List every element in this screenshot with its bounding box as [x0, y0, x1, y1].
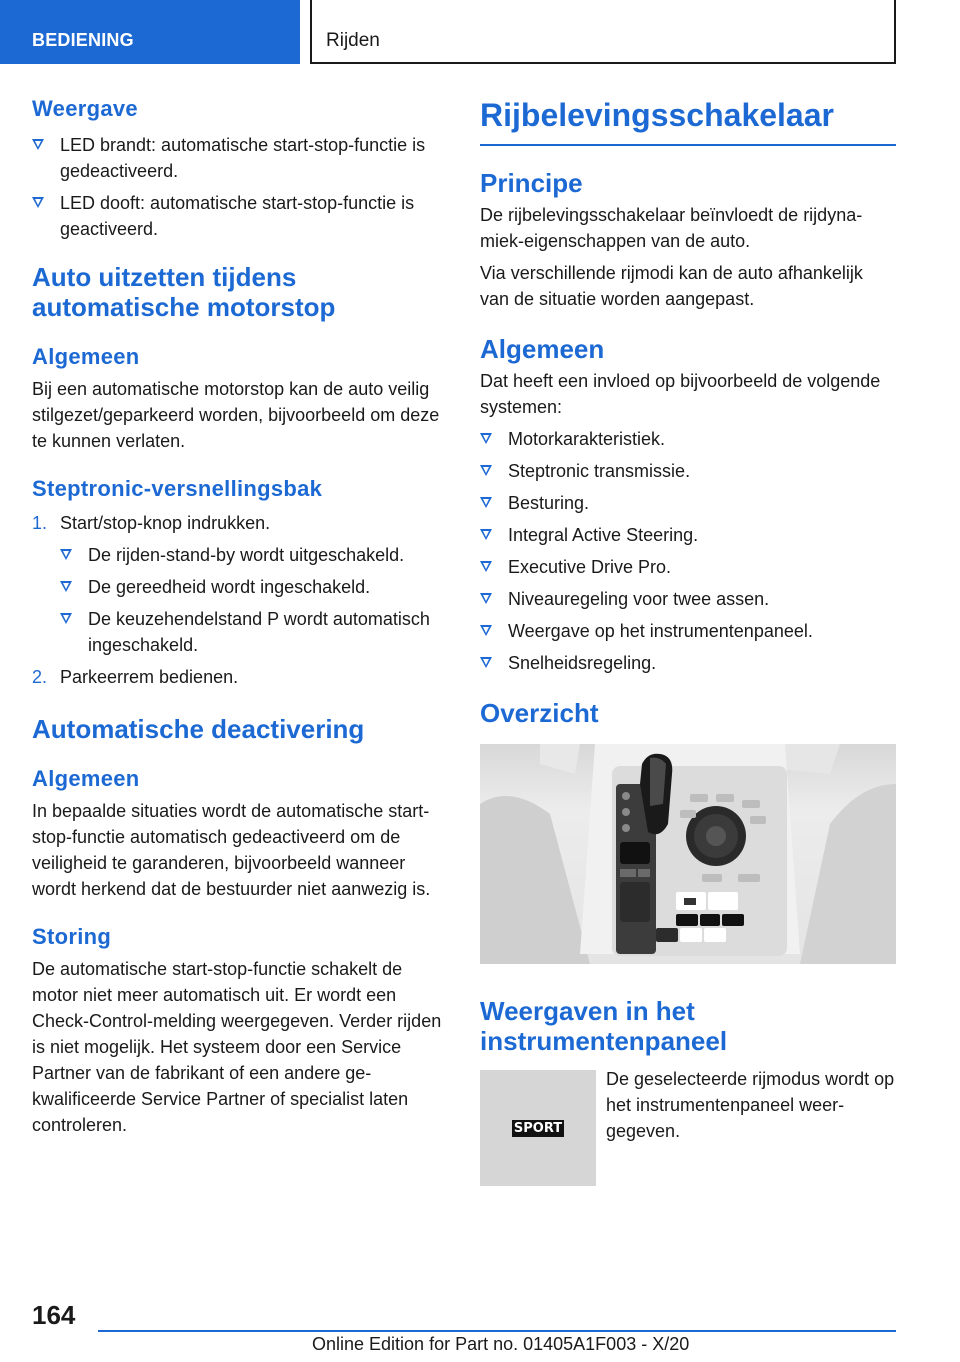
- uitzetten-heading: Auto uitzetten tijdens automatische motorstop: [32, 262, 336, 322]
- substeps-list: [60, 542, 450, 658]
- list-item: Motorkarakteristiek.: [480, 426, 896, 452]
- algemeen-text-2: In bepaalde situaties wordt de automatische start-stop-functie automatisch gedeactiveerd om de veiligheid te garanderen, bijvoorbeeld wanneer wordt herkend dat de bestuurder niet aanwezig is.: [32, 801, 431, 899]
- weergave-list: [32, 132, 450, 242]
- triangle-bullet-icon: [60, 581, 72, 592]
- left-column: [32, 96, 450, 1138]
- main-heading: Rijbelevingsschakelaar: [480, 96, 896, 146]
- algemeen-heading-1: Algemeen: [32, 344, 140, 369]
- triangle-bullet-icon: [32, 197, 44, 208]
- algemeen-heading-2: Algemeen: [32, 766, 140, 791]
- list-item: Besturing.: [480, 490, 896, 516]
- algemeen-heading-3: Algemeen: [480, 334, 605, 364]
- step-number: 2.: [32, 667, 48, 687]
- display-section: [480, 1070, 896, 1190]
- list-item: Executive Drive Pro.: [480, 554, 896, 580]
- triangle-bullet-icon: [60, 549, 72, 560]
- center-console-image: [480, 744, 896, 964]
- triangle-bullet-icon: [480, 657, 492, 668]
- section-tab: [0, 0, 300, 64]
- chapter-tab: [310, 0, 896, 64]
- step-item: 1. Start/stop-knop indrukken. De rijden-stand-by wordt uitgeschakeld. De gereedheid wordt ingeschakeld. De keuzehendelstand P wordt automatisch ingeschakeld.: [32, 510, 450, 658]
- triangle-bullet-icon: [480, 593, 492, 604]
- list-item: De gereedheid wordt ingeschakeld.: [60, 574, 450, 600]
- list-item: Steptronic transmissie.: [480, 458, 896, 484]
- list-item: Weergave op het instrumentenpaneel.: [480, 618, 896, 644]
- weergaven-text: De geselecteerde rijmodus wordt op het instrumentenpaneel weergegeven.: [606, 1069, 895, 1141]
- algemeen-text-1: Bij een automatische motorstop kan de auto veilig stilgezet/geparkeerd worden, bijvoorbeeld om deze te kunnen verlaten.: [32, 379, 440, 451]
- center-console-illustration: [480, 744, 896, 964]
- list-item: LED dooft: automatische start-stop-functie is geactiveerd.: [32, 190, 450, 242]
- sport-mode-label: SPORT: [513, 1121, 563, 1136]
- triangle-bullet-icon: [480, 497, 492, 508]
- triangle-bullet-icon: [480, 465, 492, 476]
- triangle-bullet-icon: [60, 613, 72, 624]
- principe-text-2: Via verschillende rijmodi kan de auto afhankelijk van de situatie worden aangepast.: [480, 263, 863, 309]
- step-item: 2. Parkeerrem bedienen.: [32, 664, 450, 690]
- section-label: BEDIENING: [32, 30, 134, 50]
- footer-divider: [98, 1330, 896, 1332]
- edition-text: Online Edition for Part no. 01405A1F003 - X/20: [312, 1334, 690, 1354]
- storing-heading: Storing: [32, 924, 112, 949]
- triangle-bullet-icon: [480, 529, 492, 540]
- list-item: Snelheidsregeling.: [480, 650, 896, 676]
- list-item: De rijden-stand-by wordt uitgeschakeld.: [60, 542, 450, 568]
- weergave-heading: Weergave: [32, 96, 138, 121]
- overzicht-heading: Overzicht: [480, 698, 599, 728]
- triangle-bullet-icon: [480, 433, 492, 444]
- chapter-label: Rijden: [326, 30, 380, 51]
- list-item: LED brandt: automatische start-stop-functie is gedeactiveerd.: [32, 132, 450, 184]
- principe-text-1: De rijbelevingsschakelaar beïnvloedt de rijdynamiek-eigenschappen van de auto.: [480, 205, 863, 251]
- steps-list: [32, 510, 450, 690]
- page-number: 164: [32, 1300, 76, 1330]
- weergaven-heading: Weergaven in het instrumentenpaneel: [480, 996, 728, 1056]
- triangle-bullet-icon: [480, 561, 492, 572]
- triangle-bullet-icon: [480, 625, 492, 636]
- storing-text: De automatische start-stop-functie schakelt de motor niet meer automatisch uit. Er wordt een Check-Control-melding weergegeven. Verder rijden is niet mogelijk. Het systeem door een Service Partner van de fabrikant of een andere gekwalificeerde Service Partner of specialist laten controleren.: [32, 959, 442, 1135]
- instrument-display-image: [480, 1070, 596, 1186]
- principe-heading: Principe: [480, 168, 583, 198]
- step-number: 1.: [32, 513, 48, 533]
- right-column: [480, 96, 896, 1190]
- steptronic-heading: Steptronic-versnellingsbak: [32, 476, 323, 501]
- systems-list: [480, 426, 896, 676]
- triangle-bullet-icon: [32, 139, 44, 150]
- list-item: De keuzehendelstand P wordt automatisch ingeschakeld.: [60, 606, 450, 658]
- list-item: Integral Active Steering.: [480, 522, 896, 548]
- deactivering-heading: Automatische deactivering: [32, 714, 365, 744]
- list-item: Niveauregeling voor twee assen.: [480, 586, 896, 612]
- algemeen-text-3: Dat heeft een invloed op bijvoorbeeld de volgende systemen:: [480, 371, 881, 417]
